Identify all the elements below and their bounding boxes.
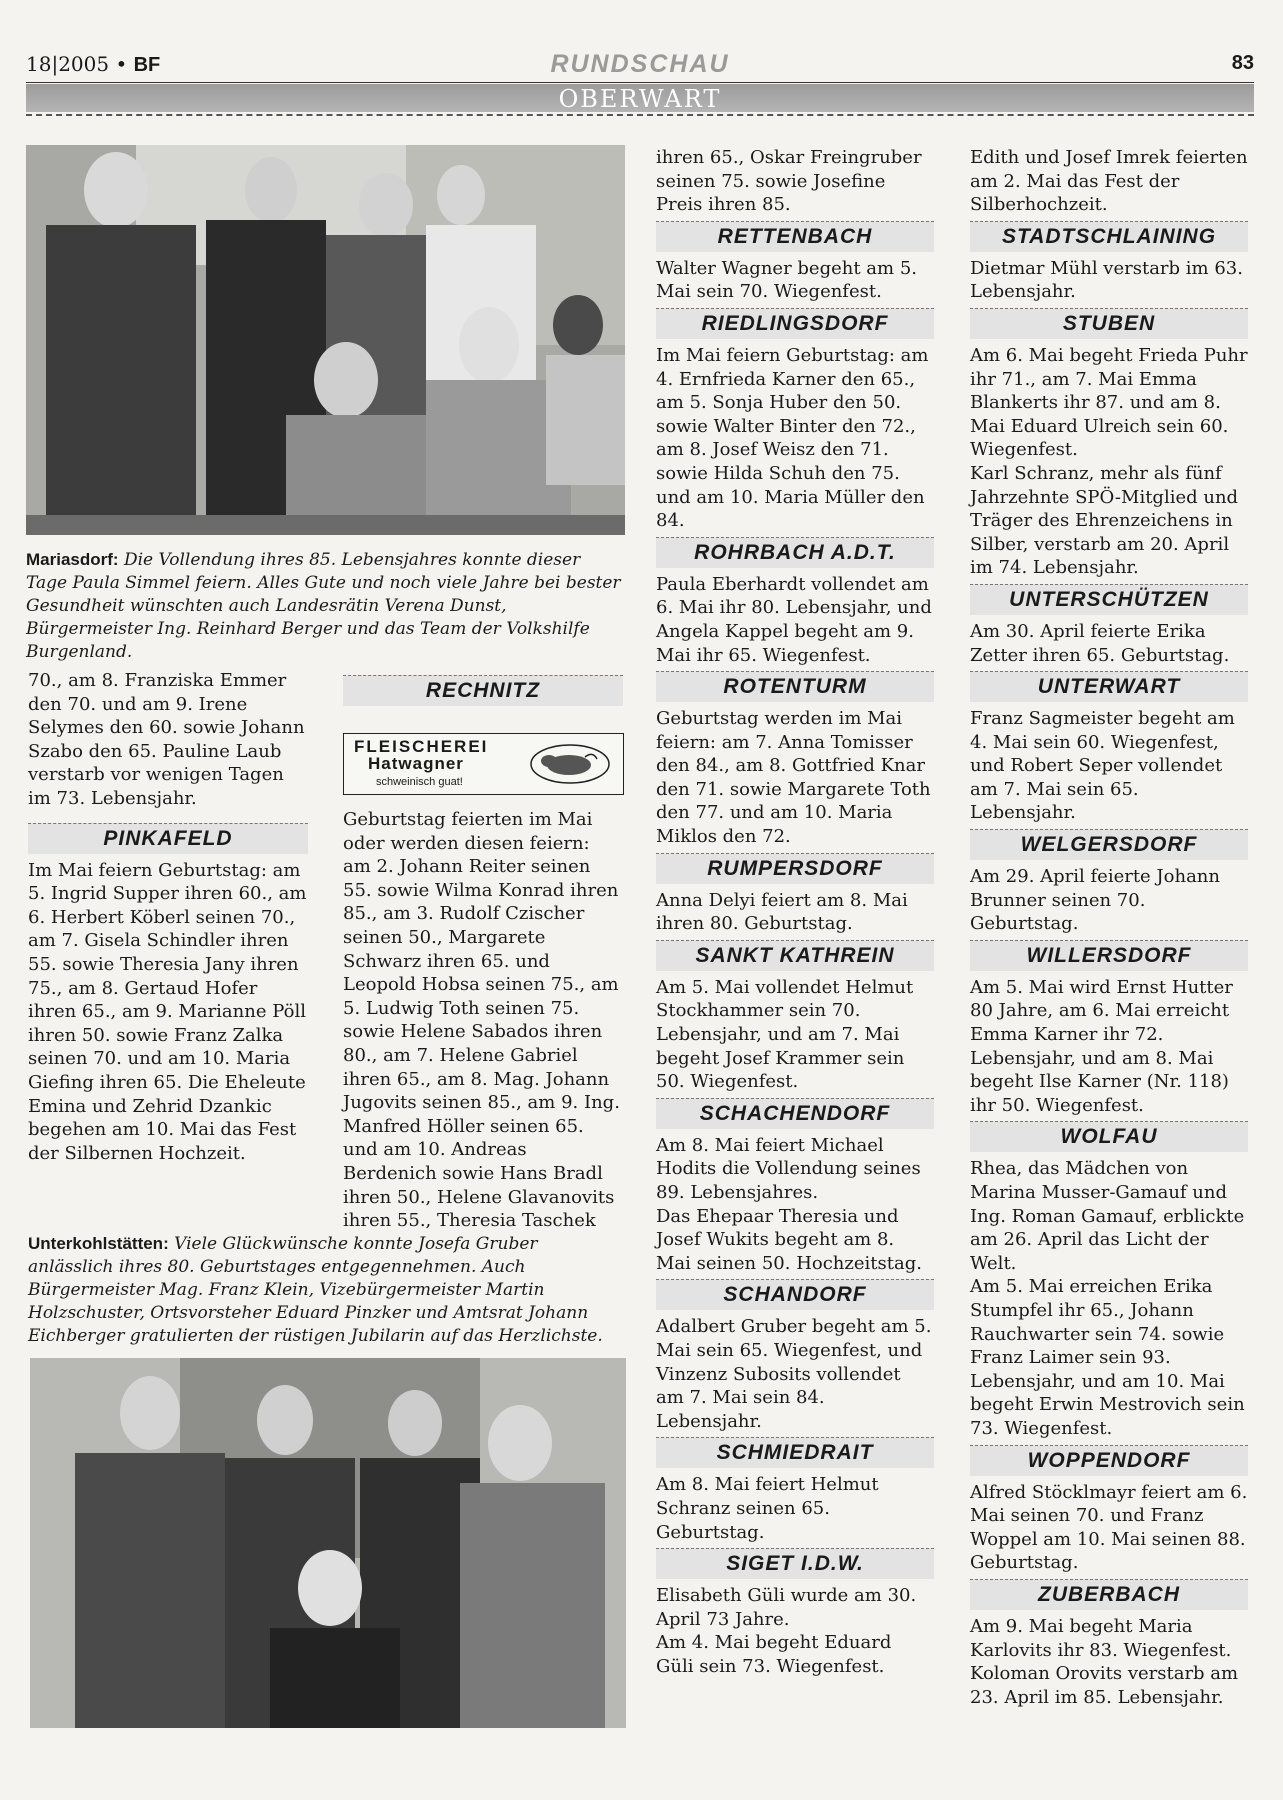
text-woppendorf: Alfred Stöcklmayr feiert am 6. Mai seinen 70. und Franz Woppel am 10. Mai seinen 88. Geburtstag. — [970, 1481, 1248, 1574]
photo-mariasdorf-figures — [26, 145, 625, 535]
heading-sankt-kathrein: SANKT KATHREIN — [656, 940, 934, 971]
heading-zuberbach: ZUBERBACH — [970, 1579, 1248, 1610]
text-rotenturm: Geburtstag werden im Mai feiern: am 7. Anna Tomisser den 84., am 8. Gottfried Knar den 71. sowie Margarete Toth den 77. und am 10. Maria Miklos den 72. — [656, 708, 931, 848]
text-stuben-2: Karl Schranz, mehr als fünf Jahrzehnte SPÖ-Mitglied und Träger des Ehrenzeichens in Silber, verstarb am 20. April im 74. Lebensjahr. — [970, 462, 1239, 579]
heading-welgersdorf: WELGERSDORF — [970, 829, 1248, 860]
column-2-body — [343, 808, 623, 1233]
ad-fleischerei — [343, 733, 624, 795]
caption-text-unterkohlstaetten: Viele Glückwünsche konnte Josefa Gruber anlässlich ihres 80. Geburtstages entgegennehmen. Auch Bürgermeister Mag. Franz Klein, Vizebürgermeister Martin Holzschuster, Ortsvorsteher Eduard Pinzker und Amtsrat Johann Eichberger gratulierten der rüstigen Jubilarin auf das Herzlichste. — [28, 1234, 603, 1346]
header-rule — [26, 82, 1254, 83]
col1-intro: 70., am 8. Franziska Emmer den 70. und am 9. Irene Selymes den 60. sowie Johann Szabo den 65. Pauline Laub verstarb vor wenigen Tagen im 73. Lebensjahr. — [28, 670, 305, 809]
pig-icon — [529, 743, 611, 785]
heading-schmiedrait: SCHMIEDRAIT — [656, 1437, 934, 1468]
column-2 — [343, 675, 623, 711]
heading-stuben: STUBEN — [970, 308, 1248, 339]
publication-name: BF — [133, 54, 161, 76]
heading-schandorf: SCHANDORF — [656, 1279, 934, 1310]
caption-text-mariasdorf: Die Vollendung ihres 85. Lebensjahres konnte dieser Tage Paula Simmel feiern. Alles Gute und noch viele Jahre bei bester Gesundheit wünschten auch Landesrätin Verena Dunst, Bürgermeister Ing. Reinhard Berger und das Team der Volkshilfe Burgenland. — [26, 550, 621, 662]
text-schachendorf: Am 8. Mai feiert Michael Hodits die Vollendung seines 89. Lebensjahres. — [656, 1134, 921, 1203]
text-siget: Elisabeth Güli wurde am 30. April 73 Jahre. — [656, 1585, 917, 1630]
heading-wolfau: WOLFAU — [970, 1121, 1248, 1152]
issue-label: 18|2005 • BF — [26, 52, 161, 76]
caption-place-mariasdorf: Mariasdorf: — [26, 550, 119, 569]
text-schachendorf-2: Das Ehepaar Theresia und Josef Wukits begeht am 8. Mai seinen 50. Hochzeitstag. — [656, 1205, 922, 1274]
text-zuberbach-2: Koloman Orovits verstarb am 23. April im 85. Lebensjahr. — [970, 1663, 1239, 1708]
caption-unterkohlstaetten — [28, 1232, 628, 1348]
photo-unterkohlstaetten — [30, 1358, 626, 1728]
section-band — [26, 84, 1254, 112]
heading-rettenbach: RETTENBACH — [656, 221, 934, 252]
section-divider — [26, 114, 1254, 116]
text-unterschuetzen: Am 30. April feierte Erika Zetter ihren 65. Geburtstag. — [970, 620, 1230, 666]
text-stuben: Am 6. Mai begeht Frieda Puhr ihr 71., am 7. Mai Emma Blankerts ihr 87. und am 8. Mai Eduard Ulreich sein 60. Wiegenfest. — [970, 344, 1248, 461]
column-3 — [656, 146, 934, 1679]
text-wolfau: Rhea, das Mädchen von Marina Musser-Gamauf und Ing. Roman Gamauf, erblickte am 26. April das Licht der Welt. — [970, 1158, 1245, 1274]
text-unterwart: Franz Sagmeister begeht am 4. Mai sein 60. Wiegenfest, und Robert Seper vollendet am 7. Mai sein 65. Lebensjahr. — [970, 708, 1235, 824]
heading-rotenturm: ROTENTURM — [656, 671, 934, 702]
text-willersdorf: Am 5. Mai wird Ernst Hutter 80 Jahre, am 6. Mai erreicht Emma Karner ihr 72. Lebensjahr, und am 8. Mai begeht Ilse Karner (Nr. 118) ihr 50. Wiegenfest. — [970, 976, 1233, 1116]
heading-unterschuetzen: UNTERSCHÜTZEN — [970, 584, 1248, 615]
caption-mariasdorf — [26, 548, 626, 664]
text-rechnitz: Geburtstag feierten im Mai oder werden diesen feiern: am 2. Johann Reiter seinen 55. sowie Wilma Konrad ihren 85., am 3. Rudolf Czischer seinen 50., Margarete Schwarz ihren 65. und Leopold Hobsa seinen 75., am 5. Ludwig Toth seinen 75. sowie Helene Sabados ihren 80., am 7. Helene Gabriel ihren 65., am 8. Mag. Johann Jugovits seinen 85., am 9. Ing. Manfred Höller seinen 65. und am 10. Andreas Berdenich sowie Hans Bradl ihren 50., Helene Glavanovits ihren 55., Theresia Taschek — [343, 809, 620, 1232]
photo-unterkohlstaetten-figures — [30, 1358, 626, 1728]
heading-woppendorf: WOPPENDORF — [970, 1445, 1248, 1476]
ad-slogan: schweinisch guat! — [376, 776, 463, 788]
text-riedlingsdorf: Im Mai feiern Geburtstag: am 4. Ernfrieda Karner den 65., am 5. Sonja Huber den 50. sowie Walter Binter den 72., am 8. Josef Weisz den 71. sowie Hilda Schuh den 75. und am 10. Maria Müller den 84. — [656, 344, 929, 532]
photo-mariasdorf — [26, 145, 625, 535]
text-rettenbach: Walter Wagner begeht am 5. Mai sein 70. Wiegenfest. — [656, 257, 917, 303]
page-header — [26, 52, 1254, 82]
heading-unterwart: UNTERWART — [970, 671, 1248, 702]
text-stadtschlaining: Dietmar Mühl verstarb im 63. Lebensjahr. — [970, 257, 1243, 303]
heading-willersdorf: WILLERSDORF — [970, 940, 1248, 971]
ad-name: FLEISCHEREI — [354, 737, 489, 756]
magazine-title: RUNDSCHAU — [550, 50, 730, 78]
column-1 — [28, 669, 308, 1165]
page-number: 83 — [1231, 52, 1254, 74]
caption-place-unterkohlstaetten: Unterkohlstätten: — [28, 1234, 169, 1253]
heading-riedlingsdorf: RIEDLINGSDORF — [656, 308, 934, 339]
text-pinkafeld: Im Mai feiern Geburtstag: am 5. Ingrid Supper ihren 60., am 6. Herbert Köberl seinen 70., am 7. Gisela Schindler ihren 55. sowie Theresia Jany ihren 75., am 8. Gertaud Hofer ihren 65., am 9. Marianne Pöll ihren 50. sowie Franz Zalka seinen 70. und am 10. Maria Giefing ihren 65. Die Eheleute Emina und Zehrid Dzankic begehen am 10. Mai das Fest der Silbernen Hochzeit. — [28, 859, 307, 1164]
text-zuberbach: Am 9. Mai begeht Maria Karlovits ihr 83. Wiegenfest. — [970, 1615, 1232, 1661]
column-4 — [970, 146, 1248, 1709]
heading-rohrbach: ROHRBACH A.D.T. — [656, 537, 934, 568]
ad-owner: Hatwagner — [368, 754, 464, 773]
text-schmiedrait: Am 8. Mai feiert Helmut Schranz seinen 65. Geburtstag. — [656, 1474, 879, 1543]
heading-rumpersdorf: RUMPERSDORF — [656, 853, 934, 884]
text-schandorf: Adalbert Gruber begeht am 5. Mai sein 65. Wiegenfest, und Vinzenz Subosits vollendet am 7. Mai sein 84. Lebensjahr. — [656, 1316, 932, 1432]
heading-stadtschlaining: STADTSCHLAINING — [970, 221, 1248, 252]
text-sankt-kathrein: Am 5. Mai vollendet Helmut Stockhammer sein 70. Lebensjahr, und am 7. Mai begeht Josef Krammer sein 50. Wiegenfest. — [656, 976, 914, 1093]
heading-rechnitz: RECHNITZ — [343, 675, 623, 706]
text-wolfau-2: Am 5. Mai erreichen Erika Stumpfel ihr 65., Johann Rauchwarter sein 74. sowie Franz Laimer sein 93. Lebensjahr, und am 10. Mai begeht Erwin Mestrovich sein 73. Wiegenfest. — [970, 1276, 1245, 1439]
col3-intro: ihren 65., Oskar Freingruber seinen 75. sowie Josefine Preis ihren 85. — [656, 147, 922, 216]
heading-schachendorf: SCHACHENDORF — [656, 1098, 934, 1129]
text-rohrbach: Paula Eberhardt vollendet am 6. Mai ihr 80. Lebensjahr, und Angela Kappel begeht am 9. Mai ihr 65. Wiegenfest. — [656, 573, 932, 666]
col4-intro: Edith und Josef Imrek feierten am 2. Mai das Fest der Silberhochzeit. — [970, 147, 1248, 216]
section-title: OBERWART — [558, 85, 722, 113]
text-siget-2: Am 4. Mai begeht Eduard Güli sein 73. Wiegenfest. — [656, 1632, 892, 1677]
issue-number: 18|2005 — [26, 52, 110, 76]
heading-pinkafeld: PINKAFELD — [28, 823, 308, 854]
text-rumpersdorf: Anna Delyi feiert am 8. Mai ihren 80. Geburtstag. — [656, 889, 908, 935]
text-welgersdorf: Am 29. April feierte Johann Brunner seinen 70. Geburtstag. — [970, 866, 1220, 935]
heading-siget: SIGET I.D.W. — [656, 1548, 934, 1579]
